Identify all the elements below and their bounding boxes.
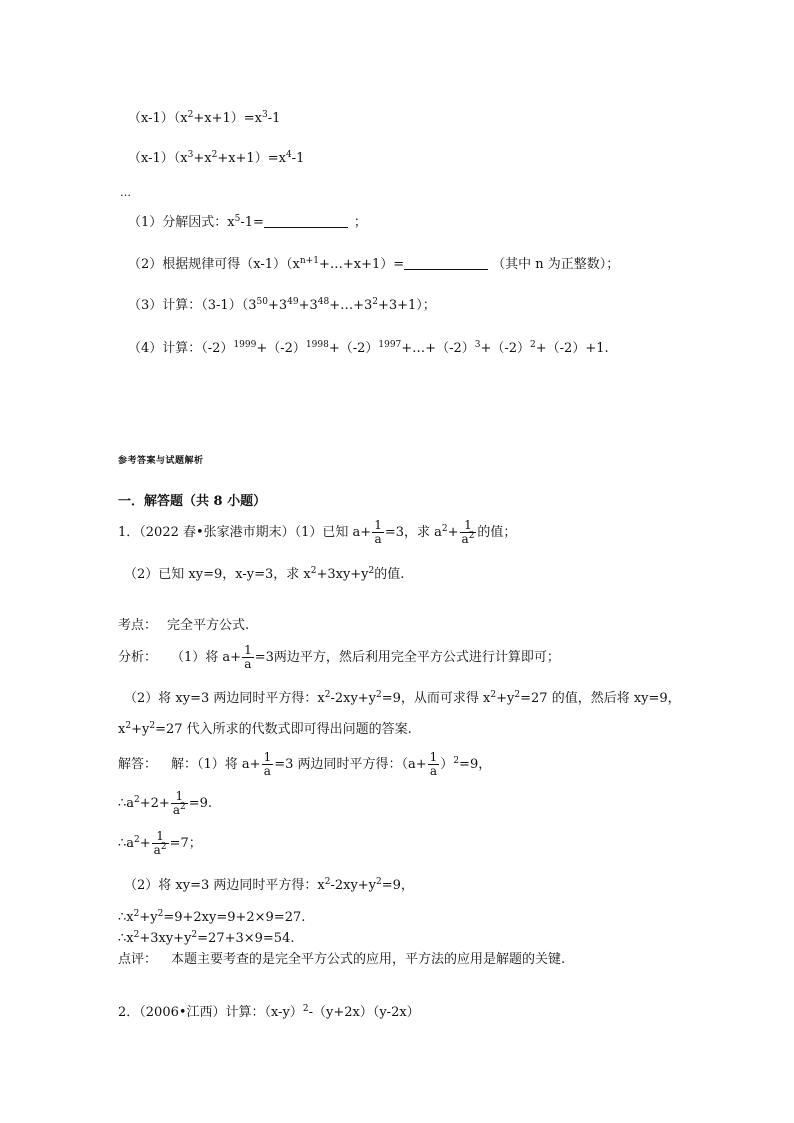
text: +x+1）=x [193, 111, 262, 126]
identity-line-2 [128, 150, 304, 168]
exponent: 2 [368, 566, 375, 576]
jieda-line-1 [118, 751, 491, 778]
text: + [447, 525, 459, 540]
text: ∴x [118, 910, 134, 925]
jieda-line-5 [118, 909, 305, 927]
exponent: 2 [149, 721, 156, 731]
fenxi-line-2 [124, 690, 681, 708]
label: 考点： [118, 618, 158, 633]
exponent: 49 [287, 297, 299, 307]
text: -1= [240, 215, 264, 230]
exponent: 2 [187, 110, 194, 120]
text: -2xy+y [330, 691, 377, 706]
text: a [172, 803, 180, 817]
label: 分析： [118, 650, 158, 665]
text: 本题主要考查的是完全平方公式的应用，平方法的应用是解题的关键. [171, 952, 566, 967]
text: +2+ [139, 796, 170, 811]
text: ∴a [118, 796, 135, 811]
fraction [171, 790, 188, 817]
text: （2）将 xy=3 两边同时平方得：x [124, 878, 325, 893]
text: （x-1）（x [128, 111, 188, 126]
text: a [461, 532, 469, 546]
question-3 [128, 297, 436, 315]
exponent: 2 [310, 566, 317, 576]
text: =3两边平方，然后利用完全平方公式进行计算即可； [254, 650, 560, 665]
text: （2）将 xy=3 两边同时平方得：x [124, 691, 325, 706]
exponent: 2 [179, 802, 186, 812]
label: 点评： [118, 952, 158, 967]
exponent: 2 [133, 909, 140, 919]
text: +y [139, 910, 158, 925]
numerator: 1 [244, 643, 252, 657]
text: -（y+2x）（y-2x） [308, 1005, 420, 1020]
dianping [118, 951, 565, 969]
exponent: 2 [133, 930, 140, 940]
part-title: 一．解答题（共 8 小题） [118, 494, 267, 509]
exponent: 1997 [378, 340, 402, 350]
fraction [372, 519, 384, 546]
fenxi-line-3 [118, 721, 412, 739]
exponent: 3 [187, 150, 194, 160]
text: +y [131, 722, 150, 737]
fraction [152, 830, 169, 857]
label: 解答： [118, 757, 158, 772]
text: +3xy+y [316, 567, 369, 582]
exponent: 2 [514, 690, 521, 700]
answer-blank[interactable] [264, 215, 348, 228]
text: -1 [267, 111, 281, 126]
text: （1）分解因式：x [128, 215, 235, 230]
text: =7； [169, 836, 202, 851]
question-1 [128, 214, 367, 232]
denominator [171, 804, 188, 817]
numerator: 1 [429, 750, 438, 764]
text: =27+3×9=54. [197, 931, 295, 946]
text: （2）已知 xy=9，x-y=3，求 x [124, 567, 311, 582]
fraction [428, 751, 440, 778]
problem-1-stem [118, 519, 516, 546]
exponent: 3 [474, 340, 481, 350]
text: =9，从而可求得 x [381, 691, 491, 706]
text: +…+3 [329, 298, 373, 313]
text: + [139, 836, 151, 851]
text: +（-2） [328, 341, 379, 356]
exponent: 5 [234, 214, 241, 224]
numerator: 1 [460, 519, 477, 533]
text: =9， [459, 757, 492, 772]
text: +x+1）=x [217, 151, 286, 166]
text: （其中 n 为正整数）； [492, 257, 620, 272]
text: =3 两边同时平方得：（a+ [274, 757, 427, 772]
numerator: 1 [152, 830, 169, 844]
exponent: 3 [261, 110, 268, 120]
text: +…+x+1）= [318, 257, 405, 272]
exponent: 2 [302, 1004, 309, 1014]
text: a [153, 843, 161, 857]
text: ∴x [118, 931, 134, 946]
text: ； [353, 215, 367, 230]
text: （x-1）（x [128, 151, 188, 166]
exponent: 2 [160, 842, 167, 852]
text: 解：（1）将 a+ [171, 757, 261, 772]
text: （3）计算：（3-1）（3 [128, 298, 257, 313]
text: （4）计算：（-2） [128, 341, 234, 356]
exponent: n+1 [299, 256, 319, 266]
exponent: 50 [256, 297, 268, 307]
question-4 [128, 340, 609, 358]
numerator: 1 [374, 518, 382, 532]
exponent: 2 [372, 297, 378, 307]
jieda-line-3 [118, 830, 202, 857]
numerator: 1 [171, 790, 188, 804]
exponent: 1998 [305, 340, 329, 350]
exponent: 48 [317, 297, 330, 307]
denominator [460, 533, 477, 546]
exponent: 2 [376, 877, 382, 887]
problem-1-stem-2 [124, 566, 404, 584]
text: +3xy+y [139, 931, 192, 946]
text: -1 [291, 151, 305, 166]
exponent: 2 [441, 524, 448, 534]
text: 2．（2006•江西）计算：（x-y） [118, 1005, 303, 1020]
text: 1．（2022 春•张家港市期末）（1）已知 a+ [118, 525, 372, 540]
exponent: 2 [468, 531, 475, 541]
exponent: 1999 [233, 340, 257, 350]
text: =9， [381, 878, 414, 893]
exponent: 2 [376, 690, 382, 700]
kaodian [118, 617, 249, 635]
exponent: 2 [490, 690, 497, 700]
text: +3 [267, 298, 288, 313]
text: 完全平方公式. [167, 618, 250, 633]
fraction [460, 519, 477, 546]
fraction [242, 644, 254, 671]
jieda-line-2 [118, 790, 212, 817]
text: +y [496, 691, 515, 706]
exponent: 2 [125, 721, 132, 731]
text: =9. [188, 796, 213, 811]
text: -2xy+y [330, 878, 377, 893]
exponent: 2 [134, 835, 140, 845]
identity-line-1 [128, 110, 280, 128]
answers-heading: 参考答案与试题解析 [118, 456, 204, 466]
exponent: 2 [211, 150, 218, 160]
exponent: 2 [530, 340, 536, 350]
denominator: a [429, 764, 438, 778]
exponent: 2 [134, 795, 140, 805]
fraction [262, 751, 274, 778]
denominator: a [244, 657, 252, 671]
denominator [152, 844, 169, 857]
question-2 [128, 256, 619, 274]
exponent: 2 [453, 756, 460, 766]
denominator: a [263, 764, 271, 778]
numerator: 1 [263, 750, 272, 764]
text: +（-2） [480, 341, 531, 356]
text: x [118, 722, 126, 737]
text: =3，求 a [384, 525, 442, 540]
text: 的值； [477, 525, 517, 540]
text: ∴a [118, 836, 135, 851]
text: （1）将 a+ [171, 650, 242, 665]
fenxi-line-1 [118, 644, 560, 671]
text: +x [193, 151, 212, 166]
text: =27 的值，然后将 xy=9， [520, 691, 681, 706]
exponent: 2 [324, 877, 331, 887]
problem-2-stem [118, 1004, 420, 1022]
text: +3+1）； [377, 298, 436, 313]
text: +（-2）+1. [535, 341, 609, 356]
text: （2）根据规律可得（x-1）（x [128, 257, 300, 272]
exponent: 2 [157, 909, 164, 919]
text: +…+（-2） [401, 341, 475, 356]
text: 的值. [374, 567, 405, 582]
text: +（-2） [256, 341, 306, 356]
denominator: a [374, 532, 382, 546]
text: ） [440, 757, 454, 772]
exponent: 2 [324, 690, 331, 700]
exponent: 2 [191, 930, 198, 940]
text: +3 [298, 298, 318, 313]
text: =9+2xy=9+2×9=27. [163, 910, 306, 925]
text: =27 代入所求的代数式即可得出问题的答案. [155, 722, 412, 737]
exponent: 4 [285, 150, 292, 160]
jieda-line-6 [118, 930, 295, 948]
answer-blank[interactable] [404, 257, 488, 270]
ellipsis: … [120, 186, 131, 199]
jieda-line-4 [124, 877, 414, 895]
